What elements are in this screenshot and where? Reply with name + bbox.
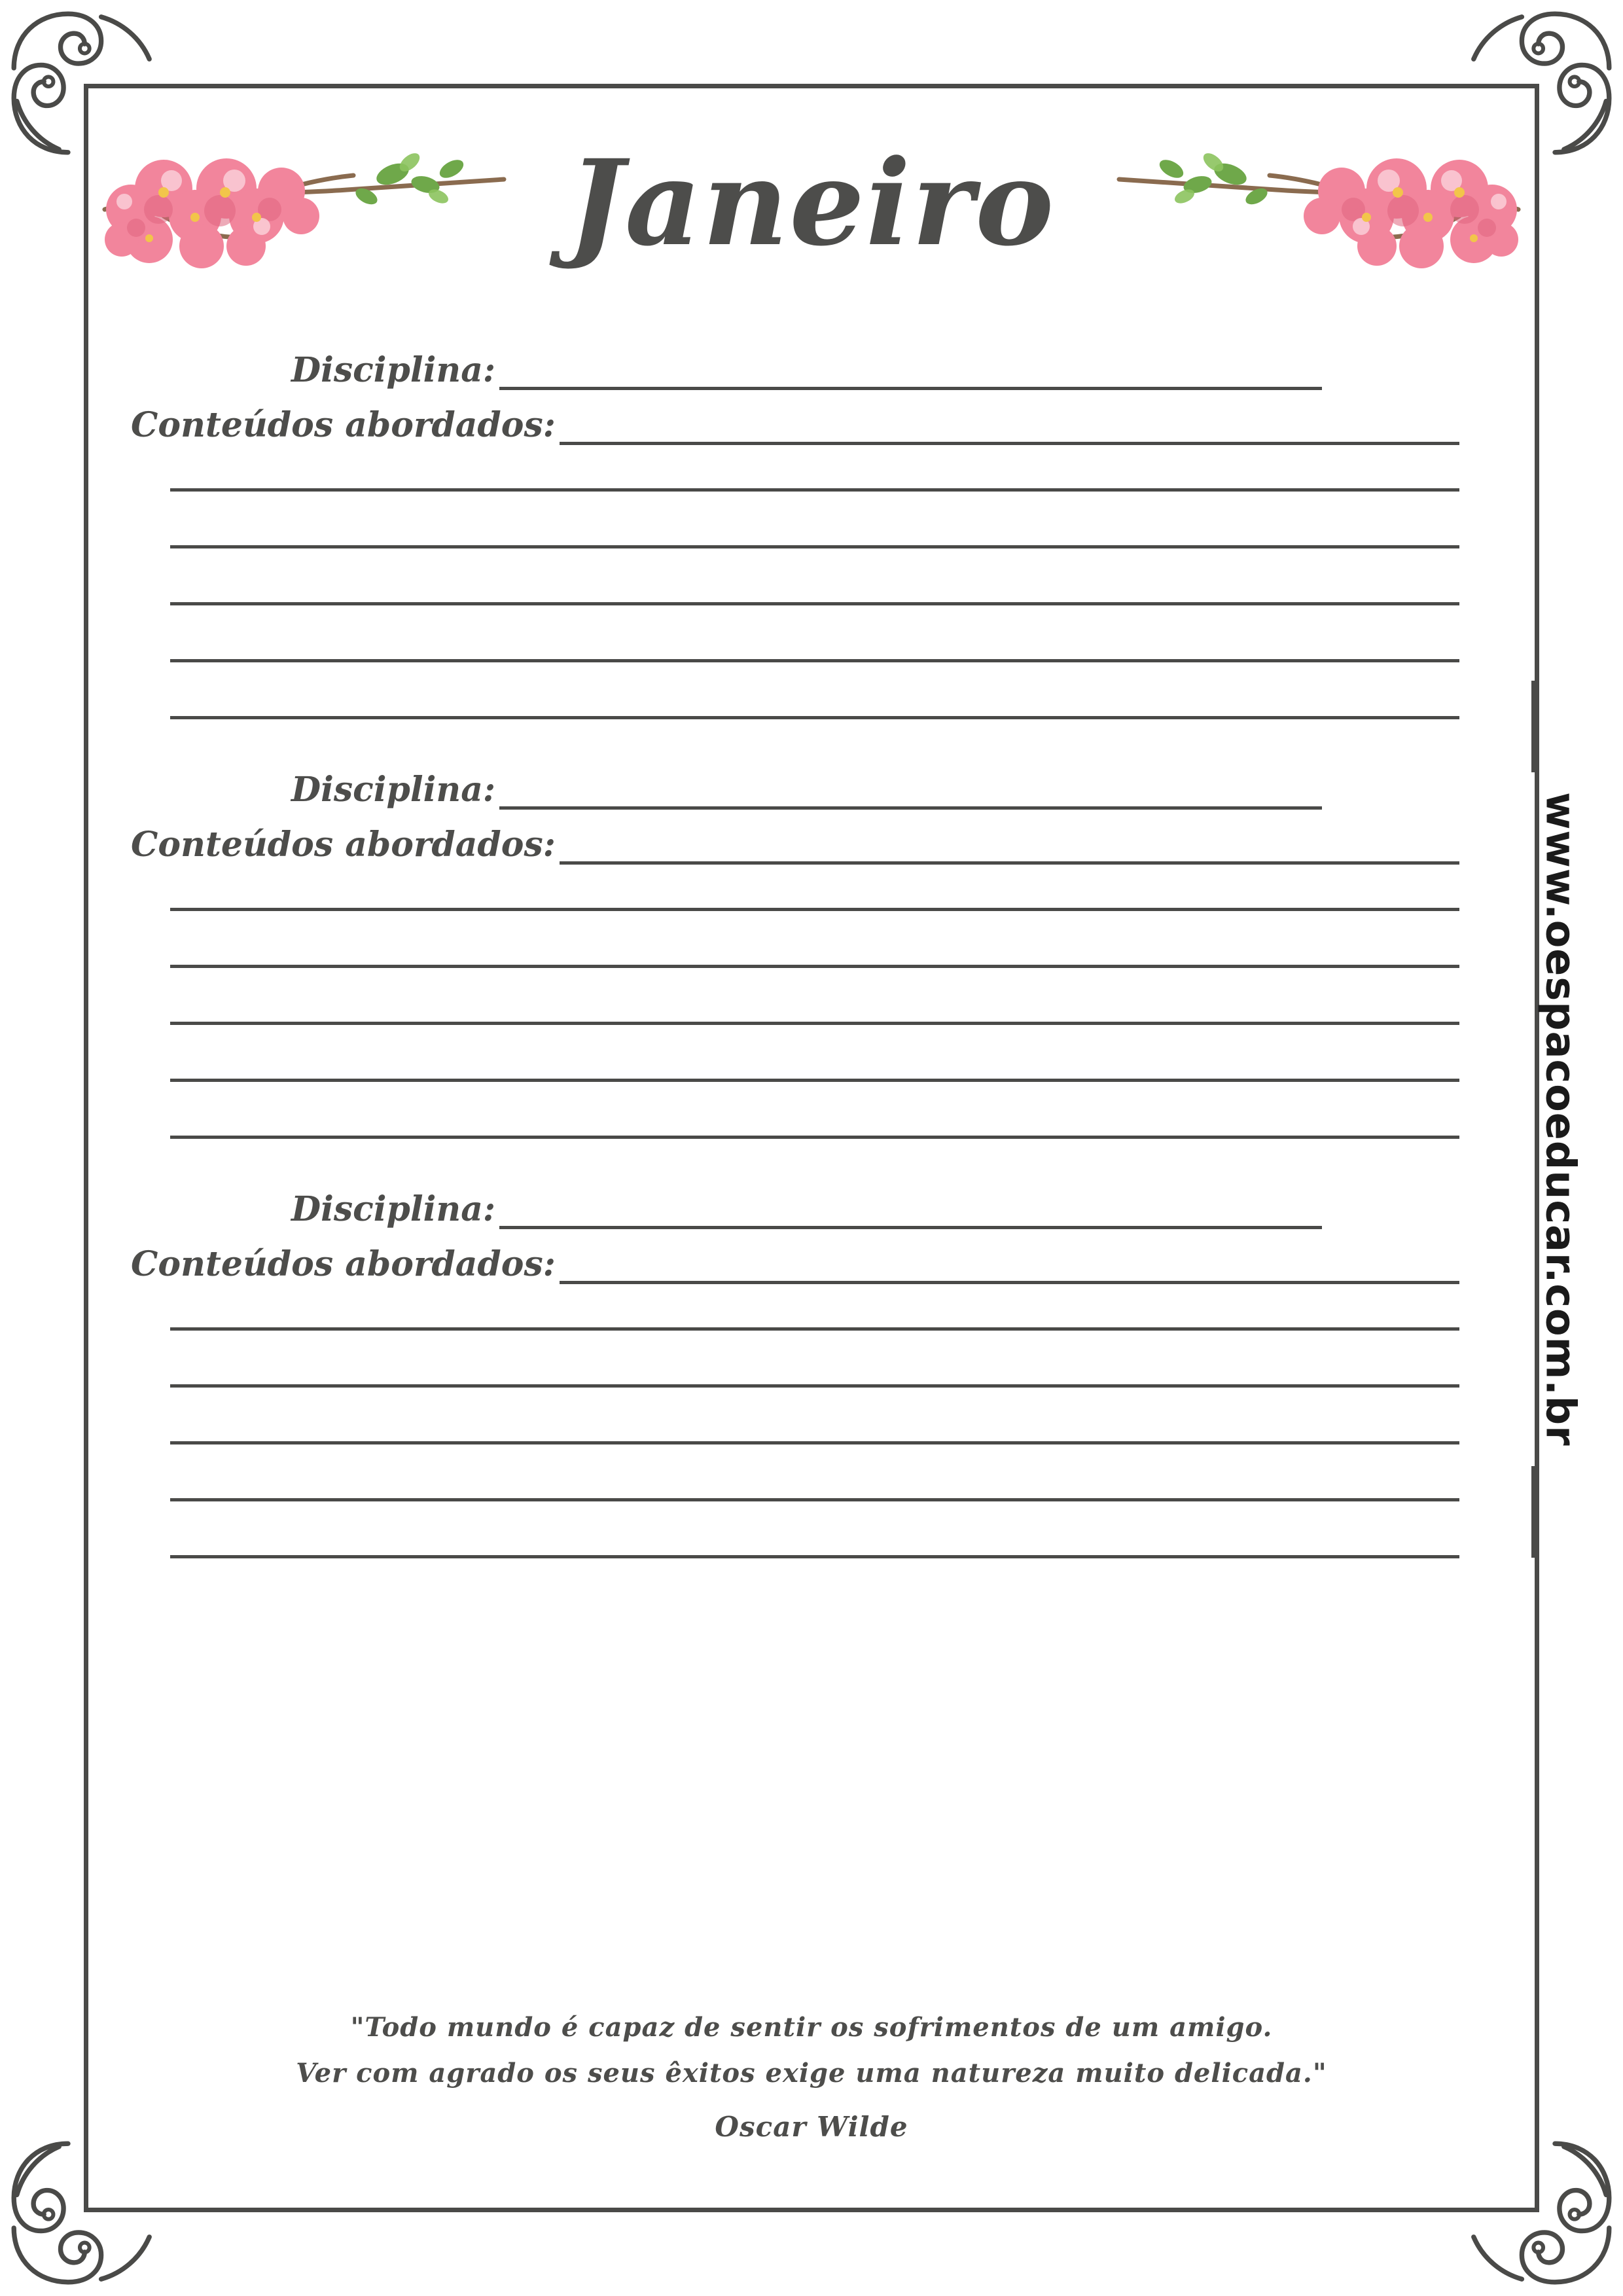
- corner-flourish-icon-bottom-right: [1465, 2138, 1615, 2288]
- contents-label-2: Conteúdos abordados:: [131, 825, 556, 865]
- discipline-label-2: Disciplina:: [291, 770, 496, 810]
- quote-line-1: "Todo mundo é capaz de sentir os sofrimentos de um amigo.: [350, 2011, 1273, 2043]
- discipline-label-1: Disciplina:: [291, 350, 496, 390]
- contents-input-2[interactable]: [560, 831, 1459, 865]
- website-rule-top: [1531, 681, 1535, 772]
- writing-line[interactable]: [170, 1384, 1459, 1388]
- writing-line[interactable]: [170, 716, 1459, 719]
- section-block-1: [131, 350, 1459, 719]
- contents-input-1[interactable]: [560, 412, 1459, 445]
- writing-line[interactable]: [170, 1555, 1459, 1558]
- discipline-input-2[interactable]: [499, 776, 1322, 810]
- writing-line[interactable]: [170, 1022, 1459, 1025]
- page-title: Janeiro: [567, 134, 1056, 272]
- website-watermark: [1525, 740, 1597, 1499]
- discipline-input-1[interactable]: [499, 357, 1322, 390]
- website-url: www.oespacoeducar.com.br: [1537, 792, 1585, 1446]
- website-rule-bottom: [1531, 1466, 1535, 1558]
- corner-flourish-icon-bottom-left: [8, 2138, 158, 2288]
- discipline-field-2[interactable]: [131, 770, 1459, 810]
- writing-line[interactable]: [170, 1327, 1459, 1331]
- contents-field-3[interactable]: [131, 1244, 1459, 1284]
- writing-line[interactable]: [170, 1498, 1459, 1501]
- contents-label-3: Conteúdos abordados:: [131, 1244, 556, 1284]
- worksheet-body: [131, 350, 1459, 1612]
- section-block-2: [131, 770, 1459, 1139]
- writing-line[interactable]: [170, 488, 1459, 492]
- section-block-3: [131, 1189, 1459, 1558]
- writing-line[interactable]: [170, 602, 1459, 605]
- writing-line[interactable]: [170, 545, 1459, 548]
- writing-line[interactable]: [170, 965, 1459, 968]
- contents-field-1[interactable]: [131, 405, 1459, 445]
- discipline-input-3[interactable]: [499, 1196, 1322, 1229]
- quote-line-2: Ver com agrado os seus êxitos exige uma natureza muito delicada.": [296, 2057, 1327, 2089]
- quote-author: Oscar Wilde: [715, 2110, 908, 2143]
- contents-field-2[interactable]: [131, 825, 1459, 865]
- writing-line[interactable]: [170, 908, 1459, 911]
- writing-line[interactable]: [170, 1136, 1459, 1139]
- discipline-field-3[interactable]: [131, 1189, 1459, 1229]
- contents-input-3[interactable]: [560, 1251, 1459, 1284]
- writing-line[interactable]: [170, 1441, 1459, 1444]
- writing-line[interactable]: [170, 1079, 1459, 1082]
- discipline-field-1[interactable]: [131, 350, 1459, 390]
- contents-label-1: Conteúdos abordados:: [131, 405, 556, 445]
- discipline-label-3: Disciplina:: [291, 1189, 496, 1229]
- quote-block: [196, 2005, 1427, 2151]
- writing-line[interactable]: [170, 659, 1459, 662]
